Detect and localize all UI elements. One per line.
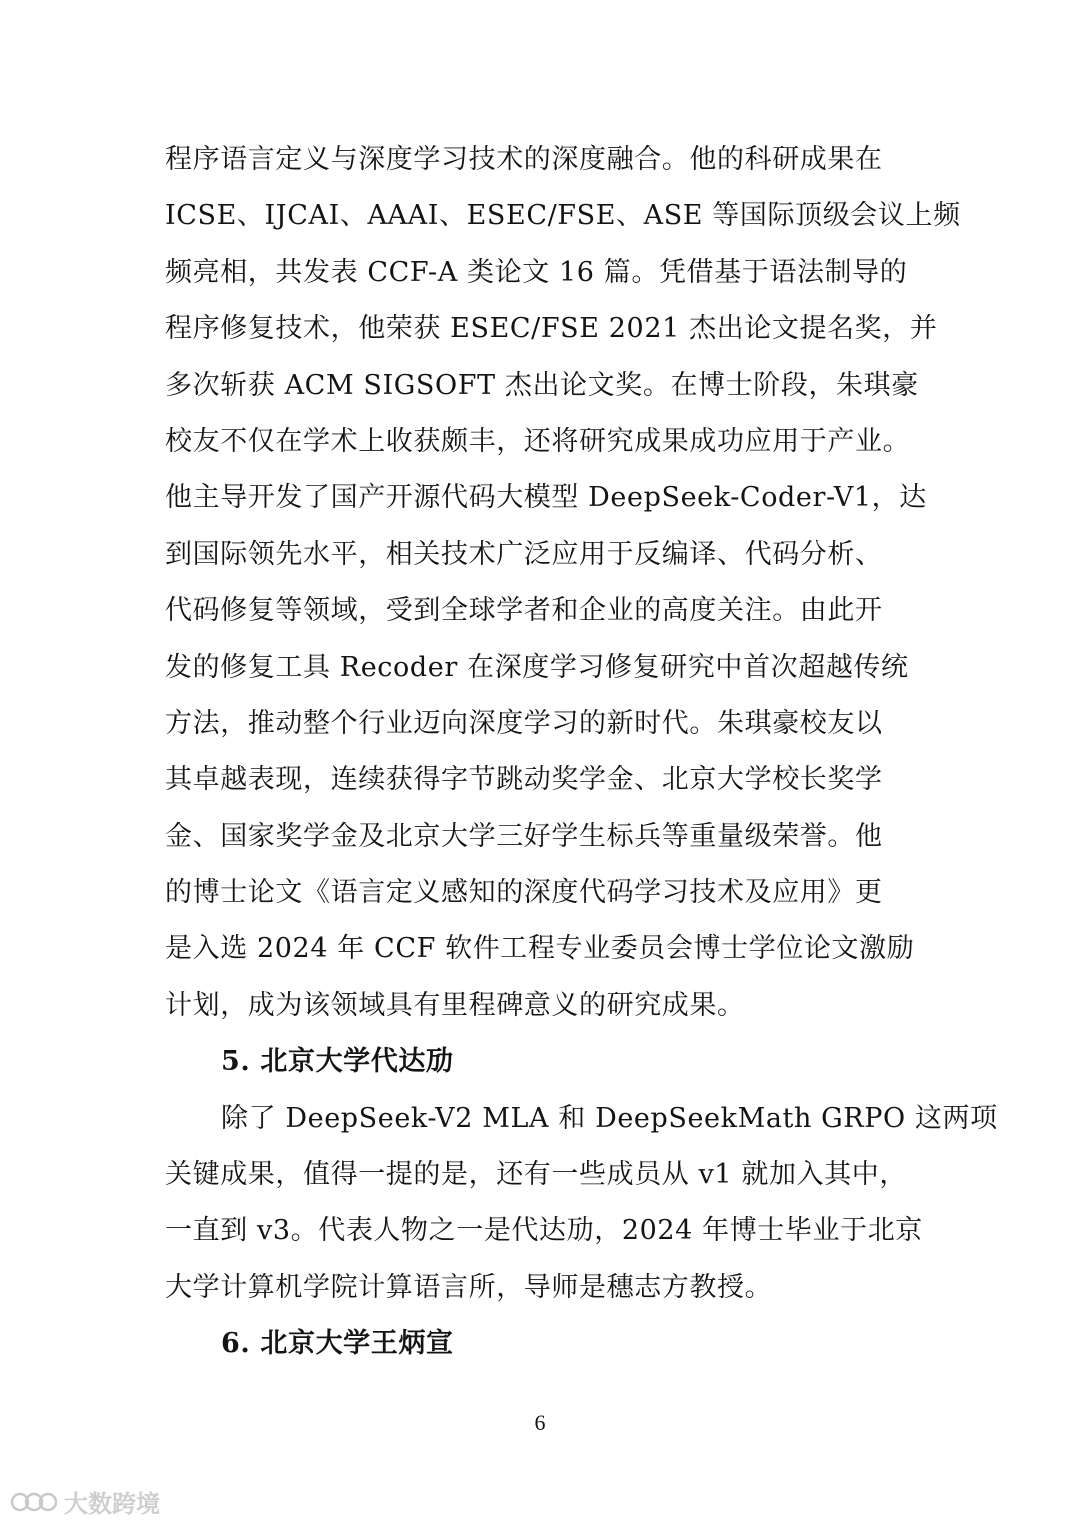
paragraph-line: 金、国家奖学金及北京大学三好学生标兵等重量级荣誉。他 <box>165 820 883 852</box>
paragraph-line: 到国际领先水平，相关技术广泛应用于反编译、代码分析、 <box>165 538 883 570</box>
logo-icon <box>10 1488 58 1516</box>
paragraph-line: 计划，成为该领域具有里程碑意义的研究成果。 <box>165 989 745 1021</box>
paragraph-line: 方法，推动整个行业迈向深度学习的新时代。朱琪豪校友以 <box>165 707 883 739</box>
paragraph-line: 频亮相，共发表 CCF-A 类论文 16 篇。凭借基于语法制导的 <box>165 256 908 288</box>
watermark <box>10 1484 160 1519</box>
document-body <box>165 132 998 1373</box>
paragraph-line: 程序修复技术，他荣获 ESEC/FSE 2021 杰出论文提名奖，并 <box>165 313 938 345</box>
section-heading-5: 5. 北京大学代达劢 <box>221 1046 454 1078</box>
section-heading-6: 6. 北京大学王炳宣 <box>221 1328 454 1360</box>
paragraph-line: 大学计算机学院计算语言所，导师是穗志方教授。 <box>165 1271 773 1303</box>
paragraph-line: 校友不仅在学术上收获颇丰，还将研究成果成功应用于产业。 <box>165 425 911 457</box>
paragraph-line: 代码修复等领域，受到全球学者和企业的高度关注。由此开 <box>165 595 883 627</box>
paragraph-line: 程序语言定义与深度学习技术的深度融合。他的科研成果在 <box>165 144 883 175</box>
paragraph-line: ICSE、IJCAI、AAAI、ESEC/FSE、ASE 等国际顶级会议上频 <box>165 200 961 232</box>
paragraph-line: 其卓越表现，连续获得字节跳动奖学金、北京大学校长奖学 <box>165 764 883 796</box>
paragraph-line: 除了 DeepSeek-V2 MLA 和 DeepSeekMath GRPO 这两项 <box>221 1102 998 1134</box>
page-number: 6 <box>534 1410 546 1435</box>
paragraph-line: 多次斩获 ACM SIGSOFT 杰出论文奖。在博士阶段，朱琪豪 <box>165 369 919 401</box>
paragraph-line: 是入选 2024 年 CCF 软件工程专业委员会博士学位论文激励 <box>165 933 915 965</box>
paragraph-line: 他主导开发了国产开源代码大模型 DeepSeek-Coder-V1，达 <box>165 482 927 514</box>
paragraph-line: 发的修复工具 Recoder 在深度学习修复研究中首次超越传统 <box>165 651 909 683</box>
paragraph-line: 关键成果，值得一提的是，还有一些成员从 v1 就加入其中， <box>165 1159 907 1191</box>
paragraph-line: 一直到 v3。代表人物之一是代达劢，2024 年博士毕业于北京 <box>165 1215 923 1247</box>
paragraph-line: 的博士论文《语言定义感知的深度代码学习技术及应用》更 <box>165 877 883 909</box>
watermark-text: 大数跨境 <box>64 1490 160 1518</box>
